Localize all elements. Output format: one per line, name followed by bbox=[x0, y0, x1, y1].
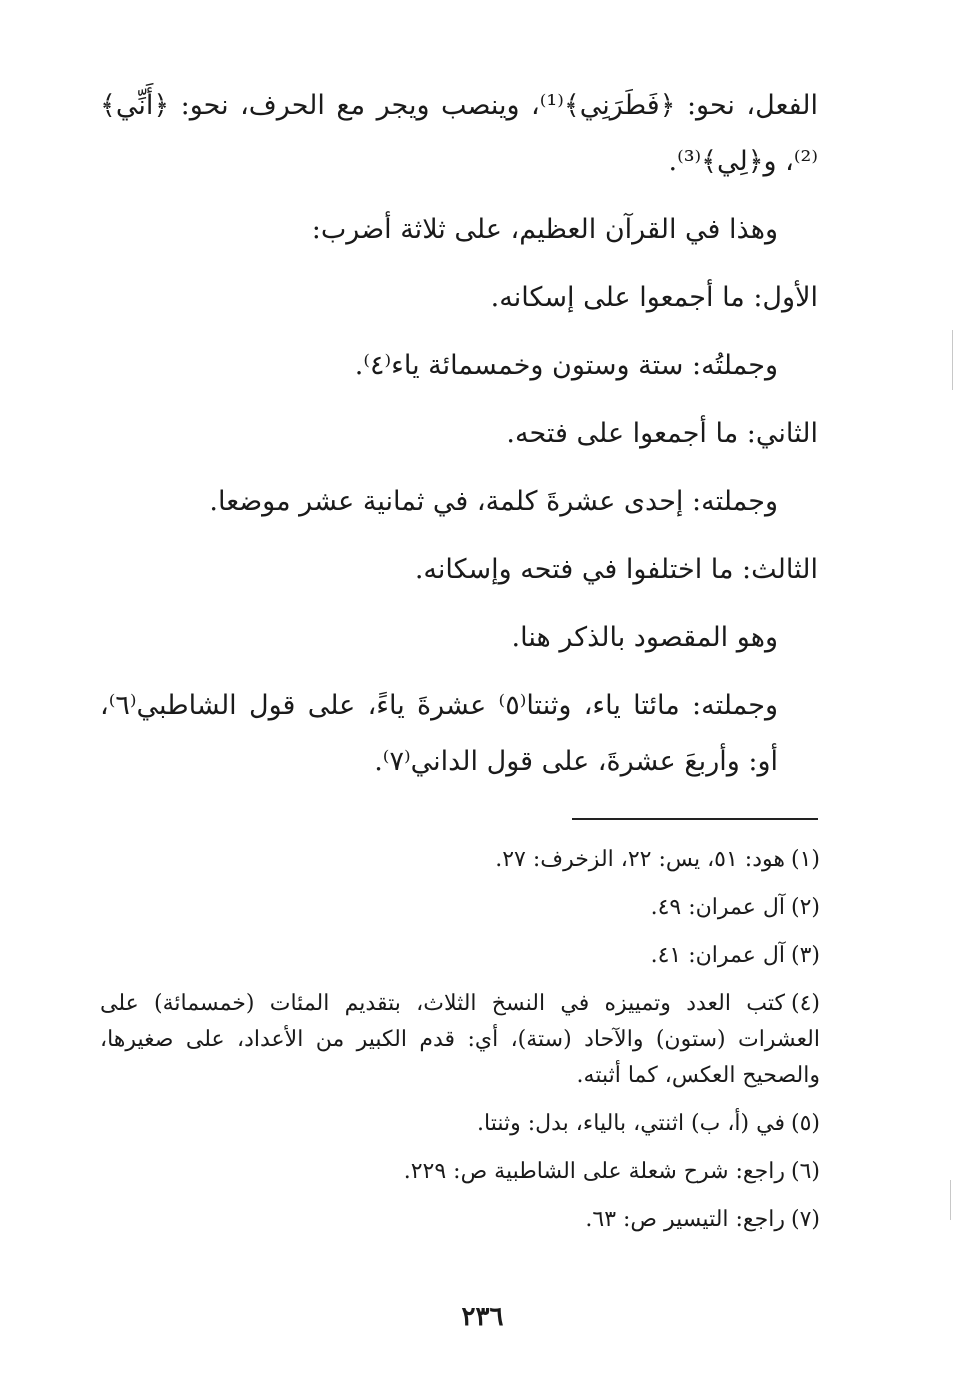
footnote-text: آل عمران: ٤٩. bbox=[650, 895, 785, 920]
footnote-4 bbox=[100, 986, 820, 1094]
footnote-number: (٦) bbox=[790, 1159, 820, 1184]
footnote-text: في (أ، ب) اثنتي، بالياء، بدل: وثنتا. bbox=[477, 1111, 785, 1136]
footnote-separator bbox=[572, 818, 818, 820]
footnote-number: (٥) bbox=[790, 1111, 820, 1136]
paragraph-second-type: الثاني: ما أجمعوا على فتحه. bbox=[506, 418, 818, 449]
paragraph-three-types: وهذا في القرآن العظيم، على ثلاثة أضرب: bbox=[311, 214, 778, 245]
footnote-number: (٣) bbox=[790, 943, 820, 968]
paragraph-third-count: وجملته: مائتا ياء، وثنتا⁽٥⁾ عشرةَ ياءً، على قول الشاطبي⁽٦⁾، أو: وأربعَ عشرةَ، على قول الداني⁽٧⁾. bbox=[100, 690, 778, 777]
footnote-text: راجع: شرح شعلة على الشاطبية ص: ٢٢٩. bbox=[403, 1159, 785, 1184]
footnotes-section bbox=[100, 836, 820, 1244]
scan-edge-mark bbox=[950, 1180, 951, 1220]
footnote-number: (٧) bbox=[790, 1207, 820, 1232]
footnote-text: راجع: التيسير ص: ٦٣. bbox=[585, 1207, 785, 1232]
footnote-3 bbox=[100, 932, 820, 980]
footnote-number: (١) bbox=[790, 847, 820, 872]
paragraph-second-count: وجملته: إحدى عشرةَ كلمة، في ثمانية عشر موضعا. bbox=[209, 486, 778, 517]
footnote-5 bbox=[100, 1100, 820, 1148]
page-number: ٢٣٦ bbox=[461, 1302, 504, 1332]
footnote-2 bbox=[100, 884, 820, 932]
footnote-number: (٤) bbox=[790, 991, 820, 1016]
paragraph-third-type: الثالث: ما اختلفوا في فتحه وإسكانه. bbox=[414, 554, 818, 585]
footnote-7 bbox=[100, 1196, 820, 1244]
paragraph-first-count: وجملتُه: ستة وستون وخمسمائة ياء⁽٤⁾. bbox=[354, 350, 778, 381]
footnote-text: آل عمران: ٤١. bbox=[650, 943, 785, 968]
paragraph-first-type: الأول: ما أجمعوا على إسكانه. bbox=[490, 282, 818, 313]
footnote-text: هود: ٥١، يس: ٢٢، الزخرف: ٢٧. bbox=[495, 847, 785, 872]
footnote-6 bbox=[100, 1148, 820, 1196]
footnote-1 bbox=[100, 836, 820, 884]
footnote-text: كتب العدد وتمييزه في النسخ الثلاث، بتقديم المئات (خمسمائة) على العشرات (ستون) والآحاد (ستة)، أي: قدم الكبير من الأعداد، على صغيرها، والصحيح العكس، كما أثبته. bbox=[100, 991, 820, 1088]
paragraph-third-purpose: وهو المقصود بالذكر هنا. bbox=[511, 622, 778, 653]
footnote-number: (٢) bbox=[790, 895, 820, 920]
paragraph-verb-examples: الفعل، نحو: ﴿فَطَرَنِي﴾⁽¹⁾، وينصب ويجر مع الحرف، نحو: ﴿أَنِّي﴾⁽²⁾، و﴿لِي﴾⁽³⁾. bbox=[100, 90, 818, 177]
scan-edge-mark bbox=[952, 330, 953, 390]
main-text-body bbox=[100, 78, 818, 790]
